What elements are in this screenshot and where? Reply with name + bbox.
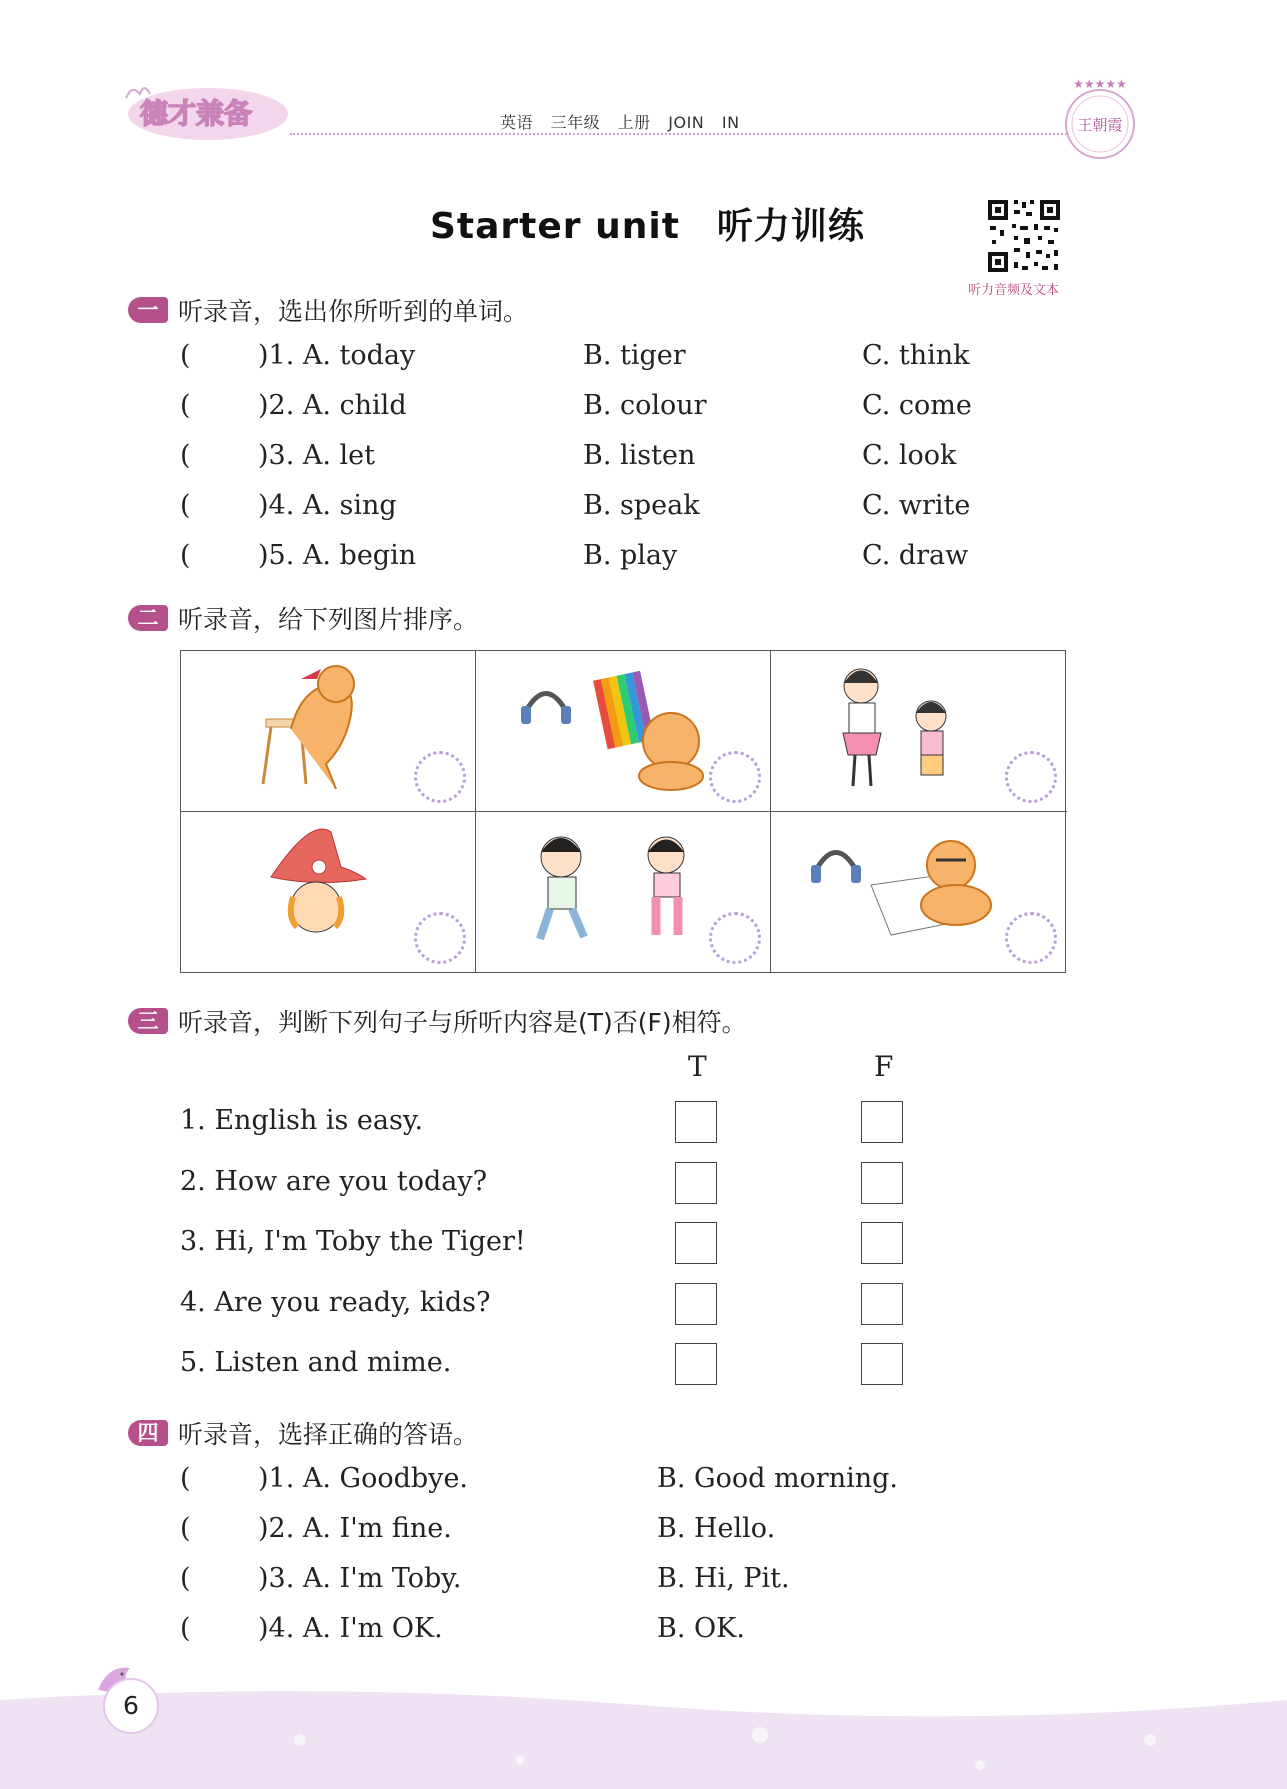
option-c: C. come (862, 390, 972, 421)
section-instruction: 听录音，给下列图片排序。 (178, 605, 479, 634)
page-number: 6 (103, 1678, 159, 1734)
answer-paren[interactable]: ( (180, 490, 191, 521)
statement: 5. Listen and mime. (180, 1347, 452, 1378)
order-circle[interactable] (414, 751, 466, 803)
option-b: B. tiger (583, 340, 686, 371)
statement: 4. Are you ready, kids? (180, 1287, 491, 1318)
logo-text: 德才兼备 (140, 97, 253, 130)
qr-code-icon[interactable] (984, 196, 1064, 276)
footer-wave (0, 1680, 1287, 1789)
option-c: C. think (862, 340, 970, 371)
section3-header (128, 1003, 747, 1039)
page-title: Starter unit 听力训练 (430, 206, 865, 247)
boy-and-girl-image (526, 827, 706, 957)
option-b: B. play (583, 540, 678, 571)
qr-caption: 听力音频及文本 (968, 283, 1060, 298)
true-checkbox[interactable] (675, 1343, 717, 1385)
picture-cell (476, 651, 771, 812)
picture-cell (181, 651, 476, 812)
headphones-rainbow-tiger-image (521, 671, 721, 791)
picture-cell (771, 812, 1067, 973)
true-checkbox[interactable] (675, 1222, 717, 1264)
option-a: )1. A. Goodbye. (258, 1463, 469, 1494)
brand-seal-icon (1058, 78, 1142, 162)
section4-header (128, 1415, 478, 1451)
section2-header (128, 600, 478, 636)
order-circle[interactable] (414, 912, 466, 964)
section1-header (128, 292, 528, 328)
witch-hat-kid-image (261, 827, 371, 947)
book-info: 英语 三年级 上册 JOIN IN (500, 113, 740, 132)
option-c: C. draw (862, 540, 969, 571)
tiger-on-chair-image (251, 659, 391, 799)
false-checkbox[interactable] (861, 1343, 903, 1385)
answer-paren[interactable]: ( (180, 1513, 191, 1544)
picture-cell (476, 812, 771, 973)
picture-grid (180, 650, 1066, 973)
option-b: B. colour (583, 390, 707, 421)
svg-text:★★★★★: ★★★★★ (1073, 78, 1127, 91)
brand-text: 王朝霞 (1077, 116, 1123, 134)
option-a: )1. A. today (258, 340, 416, 371)
answer-paren[interactable]: ( (180, 540, 191, 571)
option-a: )2. A. child (258, 390, 407, 421)
option-b: B. OK. (657, 1613, 745, 1644)
option-a: )2. A. I'm fine. (258, 1513, 452, 1544)
answer-paren[interactable]: ( (180, 1563, 191, 1594)
answer-paren[interactable]: ( (180, 440, 191, 471)
false-checkbox[interactable] (861, 1283, 903, 1325)
false-column-header: F (874, 1050, 894, 1083)
false-checkbox[interactable] (861, 1101, 903, 1143)
picture-cell (181, 812, 476, 973)
section-instruction: 听录音，选择正确的答语。 (178, 1420, 479, 1449)
answer-paren[interactable]: ( (180, 1463, 191, 1494)
order-circle[interactable] (1005, 912, 1057, 964)
answer-paren[interactable]: ( (180, 1613, 191, 1644)
order-circle[interactable] (709, 751, 761, 803)
section-instruction: 听录音，选出你所听到的单词。 (178, 297, 529, 326)
statement: 1. English is easy. (180, 1105, 424, 1136)
true-checkbox[interactable] (675, 1283, 717, 1325)
order-circle[interactable] (709, 912, 761, 964)
option-a: )4. A. sing (258, 490, 397, 521)
section-badge: 二 (128, 605, 168, 631)
book-series-logo (118, 78, 293, 144)
false-checkbox[interactable] (861, 1222, 903, 1264)
option-b: B. speak (583, 490, 700, 521)
option-a: )3. A. let (258, 440, 376, 471)
false-checkbox[interactable] (861, 1162, 903, 1204)
true-checkbox[interactable] (675, 1101, 717, 1143)
option-b: B. Hello. (657, 1513, 776, 1544)
headphones-tiger-writing-image (811, 830, 1011, 950)
option-b: B. listen (583, 440, 696, 471)
two-girls-talking-image (831, 661, 981, 801)
answer-paren[interactable]: ( (180, 340, 191, 371)
true-column-header: T (688, 1050, 707, 1083)
option-a: )5. A. begin (258, 540, 417, 571)
option-a: )4. A. I'm OK. (258, 1613, 443, 1644)
section-badge: 四 (128, 1420, 168, 1446)
option-a: )3. A. I'm Toby. (258, 1563, 462, 1594)
order-circle[interactable] (1005, 751, 1057, 803)
option-c: C. write (862, 490, 971, 521)
section-instruction: 听录音，判断下列句子与所听内容是(T)否(F)相符。 (178, 1008, 747, 1037)
statement: 3. Hi, I'm Toby the Tiger! (180, 1226, 526, 1257)
answer-paren[interactable]: ( (180, 390, 191, 421)
true-checkbox[interactable] (675, 1162, 717, 1204)
option-b: B. Good morning. (657, 1463, 898, 1494)
option-c: C. look (862, 440, 957, 471)
picture-cell (771, 651, 1067, 812)
option-b: B. Hi, Pit. (657, 1563, 790, 1594)
section-badge: 三 (128, 1008, 168, 1034)
section-badge: 一 (128, 297, 168, 323)
header-divider (290, 133, 1070, 135)
statement: 2. How are you today? (180, 1166, 488, 1197)
